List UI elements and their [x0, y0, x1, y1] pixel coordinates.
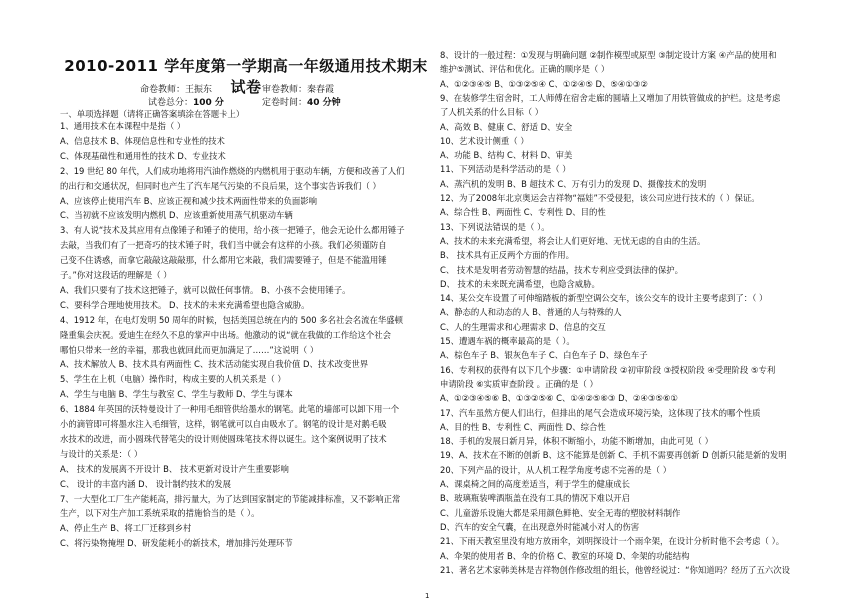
exam-line: 5、学生在上机（电脑）操作时，构成主要的人机关系是（ ） — [60, 374, 286, 385]
exam-line: A、棕色车子 B、银灰色车子 C、白色车子 D、绿色车子 — [440, 350, 648, 361]
exam-line: 3、有人说“技术及其应用有点像锤子和锤子的使用，给小孩一把锤子，他会无论什么都用锤子 — [60, 225, 405, 236]
exam-line: A、静态的人和动态的人 B、普通的人与特殊的人 — [440, 307, 622, 318]
exam-line: 了人机关系的什么目标（ ） — [440, 107, 544, 118]
exam-line: 哪怕只带来一丝的幸福，那我也就回此而更加满足了……”这说明（ ） — [60, 344, 319, 355]
exam-line: C、体现基础性和通用性的技术 D、专业技术 — [60, 150, 226, 161]
exam-line: A、①②③④⑤ B、①③②⑤④ C、①②④⑤ D、⑤④①③② — [440, 78, 648, 89]
exam-line: 水技术的改进，而小圆珠代替笔尖的设计则使圆珠笔技术得以诞生。这个案例说明了技术 — [60, 433, 387, 444]
exam-line: C、当初就不应该发明内燃机 D、应该重新使用蒸气机驱动车辆 — [60, 210, 293, 221]
total-score-label: 试卷总分： — [148, 98, 194, 108]
exam-line: 10、艺术设计侧重（ ） — [440, 135, 529, 146]
exam-line: 子。”你对这段话的理解是（ ） — [60, 270, 172, 280]
exam-line: 2、19 世纪 80 年代，人们成功地将用汽油作燃烧的内燃机用于驱动车辆，方便和改善了人们 — [60, 165, 405, 176]
exam-title: 2010-2011 学年度第一学期高一年级通用技术期末试卷 — [64, 57, 428, 96]
exam-line: A、蒸汽机的发明 B、B 超技术 C、万有引力的发现 D、摄像技术的发明 — [440, 178, 707, 189]
exam-line: 19、A、技术在不断的创新 B、这不能算是创新 C、手机不需要再创新 D 创新只能是新的发明 — [440, 450, 787, 461]
exam-line: C、 设计的丰富内涵 D、 设计制约技术的发展 — [60, 478, 232, 489]
page-number: 1 — [425, 592, 430, 600]
exam-line: C、儿童游乐设施大都是采用颜色鲜艳、安全无毒的塑胶材料制作 — [440, 507, 681, 518]
exam-line: 14、某公交车设置了可伸缩踏板的新型空调公交车，该公交车的设计主要考虑到了：（ ） — [440, 293, 768, 304]
exam-line: 与设计的关系是：（ ） — [60, 448, 143, 459]
exam-line: C、 技术是发明者劳动智慧的结晶，技术专利应受到法律的保护。 — [440, 264, 684, 275]
exam-line: A、技术的未来充满希望，将会让人们更好地、无忧无虑的自由的生活。 — [440, 235, 706, 246]
exam-line: 1、通用技术在本课程中是指（ ） — [60, 121, 186, 131]
exam-line: 21、下雨天教室里没有地方放雨伞，刘明探设计一个雨伞架，在设计分析时他不会考虑（ ）。 — [440, 536, 785, 547]
exam-line: 6、1884 年英国的沃特曼设计了一种用毛细管供给墨水的钢笔。此笔的墙部可以卸下用一个 — [60, 404, 400, 415]
exam-time — [262, 95, 341, 108]
exam-line: 生产，以下对生产加工系统采取的措施恰当的是（ ）。 — [60, 508, 260, 519]
exam-line: A、伞架的使用者 B、伞的价格 C、教室的环境 D、伞架的功能结构 — [440, 550, 690, 561]
exam-line: 的出行和交通状况，但同时也产生了汽车尾气污染的不良后果，这个事实告诉我们（ ） — [60, 180, 381, 191]
total-score — [148, 95, 224, 108]
exam-line: A、综合性 B、两面性 C、专利性 D、目的性 — [440, 207, 606, 218]
exam-line: A、停止生产 B、将工厂迁移到乡村 — [60, 523, 192, 534]
exam-line: 9、在装修学生宿舍时，工人师傅在宿舍走廊的圆墙上又增加了用铁管做成的护栏。这是考虑 — [440, 92, 781, 103]
exam-line: A、目的性 B、专利性 C、两面性 D、综合性 — [440, 421, 606, 432]
exam-line: A、课桌椅之间的高度差适当，利于学生的健康成长 — [440, 479, 630, 489]
exam-line: 18、手机的发展日新月异，体积不断缩小，功能不断增加，由此可见（ ） — [440, 436, 713, 447]
exam-line: C、要科学合理地使用技术。 D、技术的未来充满希望也隐含威胁。 — [60, 299, 310, 310]
teacher-author: 命卷教师：王振东 — [140, 85, 213, 95]
exam-line: A、①②③④⑤⑥ B、①③②⑤⑥ C、①④②⑤⑥③ D、②④③⑤⑥① — [440, 393, 678, 404]
exam-line: 12、为了2008年北京奥运会吉祥物“福娃”不受侵犯，该公司应进行技术的（ ）保证。 — [440, 193, 760, 203]
exam-line: A、功能 B、结构 C、材料 D、审美 — [440, 150, 573, 161]
exam-line: D、 技术的未来既充满希望，也隐含威胁。 — [440, 278, 600, 289]
section-heading: 一、单项选择题（请将正确答案填涂在答题卡上） — [60, 109, 245, 119]
exam-line: 8、设计的一般过程：①发现与明确问题 ②制作模型或原型 ③制定设计方案 ④产品的使用和 — [440, 50, 777, 60]
exam-line: A、 技术的发展离不开设计 B、 技术更新对设计产生重要影响 — [60, 463, 289, 474]
exam-time-value: 40 分钟 — [307, 98, 341, 108]
exam-line: B、玻璃瓶装啤酒瓶盖在没有工具的情况下难以开启 — [440, 493, 630, 504]
exam-line: A、学生与电脑 B、学生与教室 C、学生与教师 D、学生与课本 — [60, 389, 293, 400]
exam-line: C、人的生理需求和心理需求 D、信息的交互 — [440, 321, 606, 332]
exam-line: A、我们只要有了技术这把锤子，就可以做任何事情。 B、小孩不会使用锤子。 — [60, 284, 351, 295]
exam-line: A、应该停止使用汽车 B、应该正视和减少技术两面性带来的负面影响 — [60, 195, 318, 206]
exam-line: A、技术解放人 B、技术具有两面性 C、技术活动能实现自我价值 D、技术改变世界 — [60, 359, 369, 370]
exam-line: C、将污染物掩埋 D、研发能耗小的新技术，增加排污处理环节 — [60, 538, 293, 549]
exam-line: 17、汽车虽然方便人们出行，但排出的尾气会造成环境污染，这体现了技术的哪个性质 — [440, 407, 761, 418]
exam-line: 11、下列活动是科学活动的是（ ） — [440, 164, 571, 175]
exam-line: 4、1912 年，在电灯发明 50 周年的时候，包括美国总统在内的 500 多名社会名流在华盛顿 — [60, 314, 403, 325]
exam-line: 21、著名艺术家韩美林是吉祥物创作修改组的组长，他曾经说过：“你知道吗？经历了五六次设 — [440, 564, 790, 575]
exam-line: B、 技术具有正反两个方面的作用。 — [440, 250, 575, 261]
exam-line: 16、专利权的获得有以下几个步骤：①申请阶段 ②初审阶段 ③授权阶段 ④受理阶段 ⑤专利 — [440, 364, 776, 375]
exam-line: 维护⑤测试、评估和优化。正确的顺序是（ ） — [440, 64, 610, 75]
exam-line: 20、下列产品的设计，从人机工程学角度考虑不完善的是（ ） — [440, 464, 672, 475]
exam-line: 7、一大型化工厂生产能耗高，排污量大，为了达到国家制定的节能减排标准，又不影响正常 — [60, 493, 401, 504]
exam-line: 小的滴管即可将墨水注入毛细管，这样，钢笔就可以自由吸水了。钢笔的设计是对鹅毛吸 — [60, 419, 387, 429]
teacher-reviewer: 审卷教师：秦春霞 — [262, 85, 335, 95]
exam-line: A、高效 B、健康 C、舒适 D、安全 — [440, 121, 573, 132]
exam-line: A、信息技术 B、体现信息性和专业性的技术 — [60, 135, 225, 146]
exam-line: 己变不住诱惑，而拿它敲敲这敲敲那，什么都用它来敲，我们需要锤子，但是不能滥用锤 — [60, 255, 387, 266]
total-score-value: 100 分 — [193, 98, 224, 108]
exam-line: 隆重集会庆祝。爱迪生在经久不息的掌声中出场。他激动的说“就在我做的工作给这个社会 — [60, 329, 391, 340]
exam-line: D、汽车的安全气囊，在出现意外时能减小对人的伤害 — [440, 521, 640, 532]
exam-time-label: 定卷时间： — [262, 98, 308, 108]
exam-line: 申请阶段 ⑥实质审查阶段 。正确的是（ ） — [440, 378, 598, 389]
exam-line: 去敲，当我们有了一把奇巧的技术锤子时，我们当中就会有这样的小孩。我们必须谨防自 — [60, 240, 387, 251]
exam-line: 15、遭遇车祸的概率最高的是（ ）。 — [440, 336, 575, 346]
exam-line: 13、下列说法错误的是（ ）。 — [440, 221, 550, 232]
